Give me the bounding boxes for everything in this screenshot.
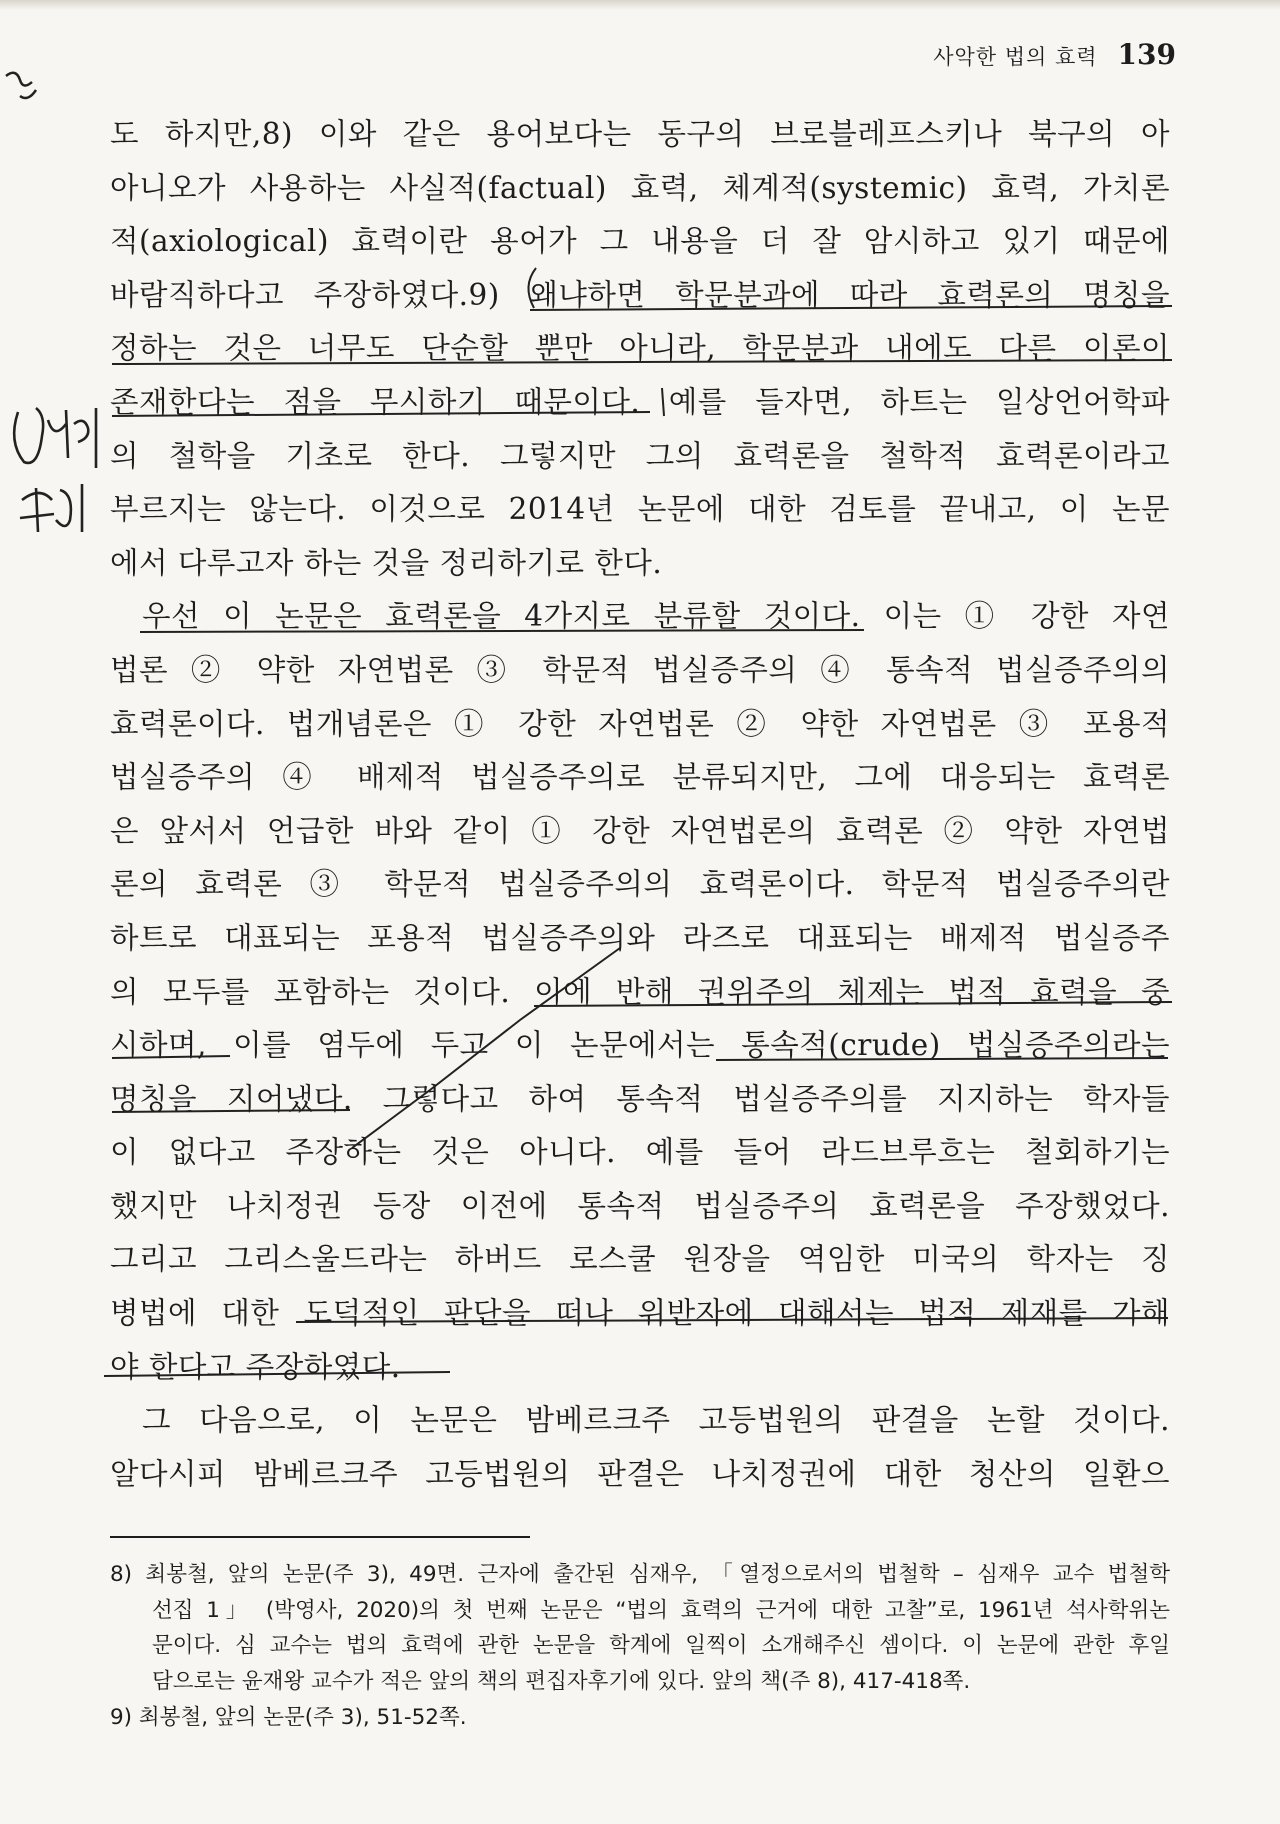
- paragraph-3: [110, 1394, 1170, 1501]
- footnotes: [110, 1557, 1170, 1735]
- text-line: 부르지는 않는다. 이것으로 2014년 논문에 대한 검토를 끝내고, 이 논문: [110, 492, 1170, 527]
- text-line: 이 없다고 주장하는 것은 아니다. 예를 들어 라드브루흐는 철회하기는: [110, 1135, 1170, 1170]
- text-line: 정하는 것은 너무도 단순할 뿐만 아니라, 학문분과 내에도 다른 이론이: [110, 331, 1170, 366]
- text-line: 법론 ② 약한 자연법론 ③ 학문적 법실증주의 ④ 통속적 법실증주의의: [110, 652, 1170, 687]
- margin-scribble-top: [6, 73, 36, 98]
- margin-note-1: [14, 408, 96, 468]
- paragraph-1: [110, 108, 1170, 590]
- text-line: 병법에 대한 도덕적인 판단을 떠나 위반자에 대해서는 법적 제재를 가해: [110, 1296, 1170, 1331]
- text-line: 법실증주의 ④ 배제적 법실증주의로 분류되지만, 그에 대응되는 효력론: [110, 760, 1170, 795]
- footnote-line: 선집 1」 (박영사, 2020)의 첫 번째 논문은 “법의 효력의 근거에 대한 고찰”로, 1961년 석사학위논: [152, 1597, 1170, 1623]
- running-title: 사악한 법의 효력: [933, 45, 1098, 69]
- text-line: 했지만 나치정권 등장 이전에 통속적 법실증주의 효력론을 주장했었다.: [110, 1188, 1170, 1223]
- text-line: 의 철학을 기초로 한다. 그렇지만 그의 효력론을 철학적 효력론이라고: [110, 438, 1170, 473]
- text-line: 우선 이 논문은 효력론을 4가지로 분류할 것이다. 이는 ① 강한 자연: [142, 599, 1170, 634]
- text-line: 바람직하다고 주장하였다.9) 왜냐하면 학문분과에 따라 효력론의 명칭을: [110, 277, 1170, 312]
- text-line: 알다시피 밤베르크주 고등법원의 판결은 나치정권에 대한 청산의 일환으: [110, 1456, 1170, 1491]
- text-line: 도 하지만,8) 이와 같은 용어보다는 동구의 브로블레프스키나 북구의 아: [110, 117, 1170, 151]
- text-line: 야 한다고 주장하였다.: [110, 1349, 401, 1384]
- text-line: 명칭을 지어냈다. 그렇다고 하여 통속적 법실증주의를 지지하는 학자들: [110, 1081, 1170, 1116]
- text-line: 존재한다는 점을 무시하기 때문이다. 예를 들자면, 하트는 일상언어학파: [110, 384, 1170, 419]
- margin-note-2: [20, 484, 82, 532]
- text-line: 아니오가 사용하는 사실적(factual) 효력, 체계적(systemic) 효력, 가치론: [110, 170, 1170, 205]
- footnote-line: 담으로는 윤재왕 교수가 적은 앞의 책의 편집자후기에 있다. 앞의 책(주 8), 417-418쪽.: [152, 1669, 971, 1695]
- text-line: 하트로 대표되는 포용적 법실증주의와 라즈로 대표되는 배제적 법실증주: [110, 920, 1170, 955]
- text-line: 에서 다루고자 하는 것을 정리하기로 한다.: [110, 545, 663, 580]
- paragraph-2: [110, 590, 1170, 1394]
- text-line: 효력론이다. 법개념론은 ① 강한 자연법론 ② 약한 자연법론 ③ 포용적: [110, 706, 1170, 741]
- page-number: 139: [1117, 38, 1176, 71]
- text-line: 시하며, 이를 염두에 두고 이 논문에서는 통속적(crude) 법실증주의라는: [110, 1028, 1170, 1063]
- footnote-line: 9) 최봉철, 앞의 논문(주 3), 51-52쪽.: [110, 1704, 467, 1730]
- text-line: 론의 효력론 ③ 학문적 법실증주의의 효력론이다. 학문적 법실증주의란: [110, 867, 1170, 902]
- main-text: [110, 108, 1170, 1501]
- footnote-line: 8) 최봉철, 앞의 논문(주 3), 49면. 근자에 출간된 심재우, 「열정으로서의 법철학 – 심재우 교수 법철학: [110, 1562, 1170, 1587]
- text-line: 적(axiological) 효력이란 용어가 그 내용을 더 잘 암시하고 있기 때문에: [110, 224, 1170, 259]
- footnote-divider: [110, 1536, 530, 1538]
- text-line: 그리고 그리스울드라는 하버드 로스쿨 원장을 역임한 미국의 학자는 징: [110, 1242, 1170, 1277]
- text-line: 의 모두를 포함하는 것이다. 이에 반해 권위주의 체제는 법적 효력을 중: [110, 974, 1170, 1009]
- text-line: 그 다음으로, 이 논문은 밤베르크주 고등법원의 판결을 논할 것이다.: [142, 1403, 1170, 1438]
- footnote-line: 문이다. 심 교수는 법의 효력에 관한 논문을 학계에 일찍이 소개해주신 셈이다. 이 논문에 관한 후일: [152, 1633, 1170, 1659]
- text-line: 은 앞서서 언급한 바와 같이 ① 강한 자연법론의 효력론 ② 약한 자연법: [110, 813, 1170, 848]
